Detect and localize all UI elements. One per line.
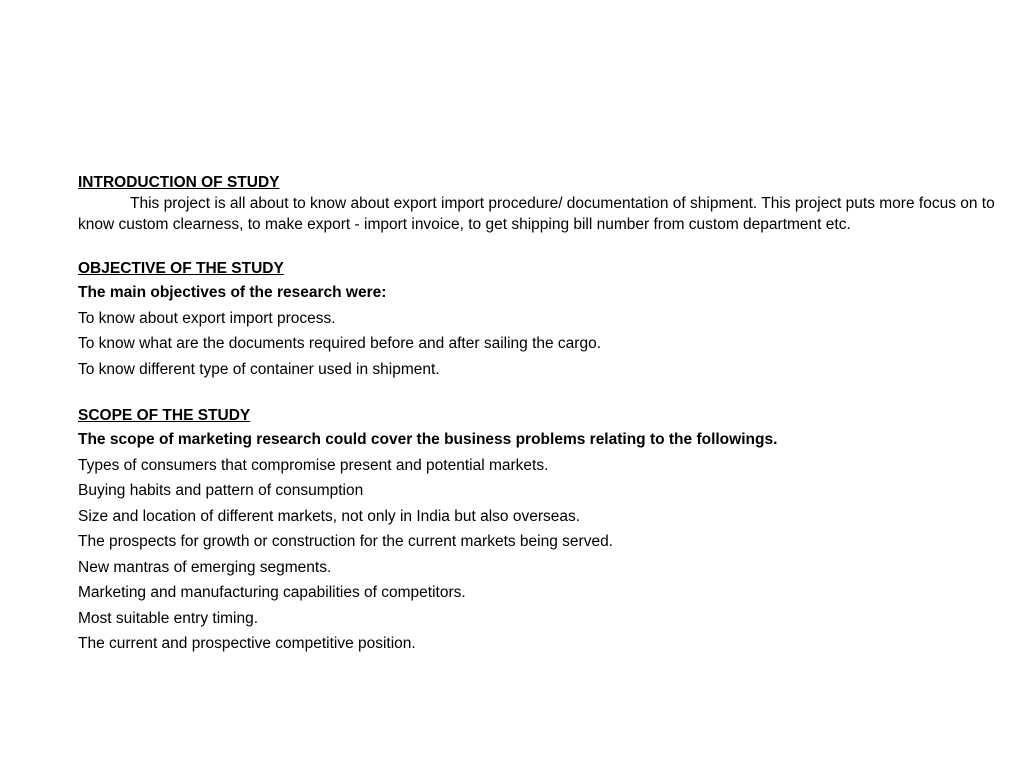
objective-section bbox=[78, 255, 998, 382]
scope-section bbox=[78, 402, 998, 657]
scope-item: Marketing and manufacturing capabilities of competitors. bbox=[78, 584, 466, 601]
objective-heading: OBJECTIVE OF THE STUDY bbox=[78, 260, 284, 277]
scope-item: Most suitable entry timing. bbox=[78, 609, 259, 627]
scope-item: New mantras of emerging segments. bbox=[78, 558, 332, 576]
slide-content bbox=[78, 172, 998, 657]
scope-item: Buying habits and pattern of consumption bbox=[78, 482, 364, 499]
objective-item: To know different type of container used in shipment. bbox=[78, 360, 440, 378]
objective-item: To know what are the documents required before and after sailing the cargo. bbox=[78, 335, 602, 352]
scope-lead: The scope of marketing research could cover the business problems relating to the followings. bbox=[78, 431, 778, 448]
scope-item: Size and location of different markets, not only in India but also overseas. bbox=[78, 507, 581, 525]
section-spacer bbox=[78, 235, 998, 255]
scope-heading: SCOPE OF THE STUDY bbox=[78, 407, 251, 424]
objective-lead: The main objectives of the research were: bbox=[78, 284, 387, 301]
scope-item: The prospects for growth or construction for the current markets being served. bbox=[78, 533, 613, 550]
scope-item: The current and prospective competitive position. bbox=[78, 635, 416, 652]
introduction-paragraph: This project is all about to know about export import procedure/ documentation of shipment. This project puts more focus on to know custom clearness, to make export - import invoice, to get shipping bill number from custom department etc. bbox=[78, 195, 995, 233]
section-spacer bbox=[78, 382, 998, 402]
scope-item: Types of consumers that compromise present and potential markets. bbox=[78, 456, 549, 474]
introduction-section bbox=[78, 172, 998, 235]
introduction-heading: INTRODUCTION OF STUDY bbox=[78, 174, 280, 191]
objective-item: To know about export import process. bbox=[78, 309, 336, 327]
